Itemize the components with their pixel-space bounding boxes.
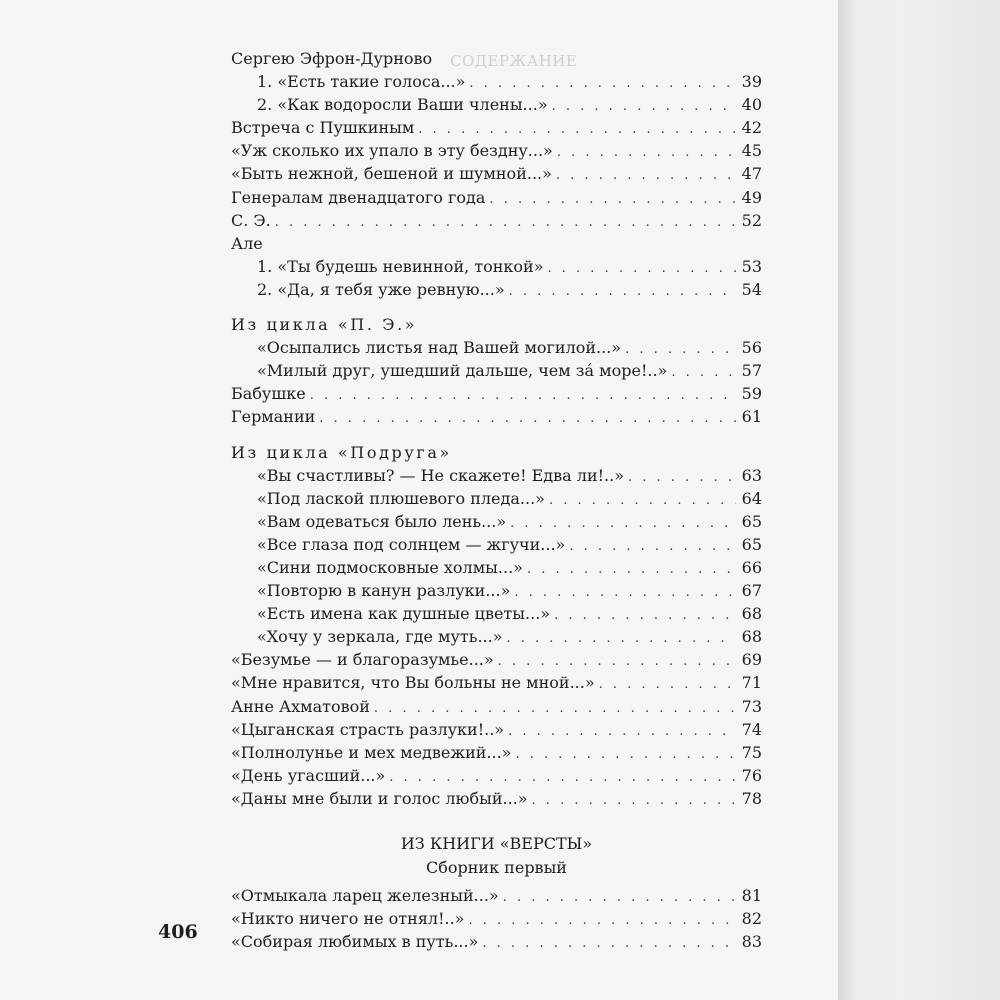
toc-entry-page: 69 xyxy=(741,650,762,670)
dot-leader xyxy=(509,280,736,301)
toc-entry xyxy=(231,625,762,648)
toc-entry xyxy=(231,359,762,382)
dot-leader xyxy=(532,789,736,810)
toc-entry-title: 1. «Ты будешь невинной, тонкой» xyxy=(257,256,544,276)
toc-entry xyxy=(231,162,762,185)
toc-entry-title: «Цыганская страсть разлуки!..» xyxy=(231,719,505,739)
toc-entry-page: 78 xyxy=(741,788,762,808)
dot-leader xyxy=(628,466,736,487)
dot-leader xyxy=(671,361,736,382)
section-heading: Але xyxy=(231,233,263,253)
toc-entry-title: «Собирая любимых в путь...» xyxy=(231,932,479,952)
toc-entry-page: 76 xyxy=(741,765,762,785)
toc-entry xyxy=(231,278,762,301)
toc-entry-title: «Сини подмосковные холмы...» xyxy=(257,557,523,577)
toc-entry-page: 81 xyxy=(741,886,762,905)
toc-entry-title: «Вы счастливы? — Не скажете! Едва ли!..» xyxy=(257,465,624,485)
toc-entry-title: С. Э. xyxy=(231,210,271,230)
dot-leader xyxy=(319,407,736,428)
toc-entry-title: «Мне нравится, что Вы больны не мной...» xyxy=(231,673,595,693)
toc-entry-page: 68 xyxy=(741,604,762,624)
toc-entry-page: 75 xyxy=(741,742,762,762)
toc-entry-title: «Есть имена как душные цветы...» xyxy=(257,604,551,624)
toc-entry-page: 67 xyxy=(741,581,762,601)
toc-entry-page: 54 xyxy=(741,279,762,299)
toc-entry xyxy=(231,907,762,930)
toc-entry xyxy=(231,382,762,405)
toc-entry xyxy=(231,579,762,602)
section-heading: Из цикла «П. Э.» xyxy=(231,315,418,335)
toc-entry-page: 83 xyxy=(741,932,762,952)
toc-entry-page: 74 xyxy=(741,719,762,739)
toc-entry xyxy=(231,405,762,428)
toc-entry-title: «День угасший...» xyxy=(231,765,386,785)
toc-entry-title: «Повторю в канун разлуки...» xyxy=(257,581,511,601)
dot-leader xyxy=(389,766,736,787)
toc-entry xyxy=(231,741,762,764)
toc-entry xyxy=(231,70,762,93)
dot-leader xyxy=(557,141,736,162)
toc-entry xyxy=(231,787,762,810)
toc-entry xyxy=(231,186,762,209)
toc-entry-title: 2. «Как водоросли Ваши члены...» xyxy=(257,95,548,115)
toc-entry-page: 68 xyxy=(741,627,762,647)
toc-entry-page: 66 xyxy=(741,557,762,577)
toc-entry xyxy=(231,139,762,162)
toc-entry-page: 40 xyxy=(741,95,762,115)
toc-entry-title: Анне Ахматовой xyxy=(231,696,370,716)
page-gutter xyxy=(838,0,1000,1000)
dot-leader xyxy=(374,697,736,718)
dot-leader xyxy=(498,650,736,671)
toc-entry xyxy=(231,671,762,694)
dot-leader xyxy=(625,338,736,359)
toc-entry xyxy=(231,602,762,625)
dot-leader xyxy=(556,164,736,185)
toc-entry-page: 73 xyxy=(741,696,762,716)
toc-entry xyxy=(231,648,762,671)
dot-leader xyxy=(468,909,736,930)
toc-entry xyxy=(231,255,762,278)
toc-entry-page: 71 xyxy=(741,673,762,693)
toc-entry xyxy=(231,510,762,533)
dot-leader xyxy=(514,581,736,602)
toc-entry xyxy=(231,487,762,510)
toc-entry-title: «Осыпались листья над Вашей могилой...» xyxy=(257,338,622,358)
dot-leader xyxy=(507,627,737,648)
dot-leader xyxy=(310,384,736,405)
toc-entry-page: 52 xyxy=(741,210,762,230)
toc-entry-title: «Безумье — и благоразумье...» xyxy=(231,650,494,670)
toc-entry-title: Германии xyxy=(231,407,316,427)
toc-entry xyxy=(231,336,762,359)
toc-entry-title: «Под лаской плюшевого пледа...» xyxy=(257,488,545,508)
toc-entry-title: «Уж сколько их упало в эту бездну...» xyxy=(231,141,553,161)
toc-entry-title: «Быть нежной, бешеной и шумной...» xyxy=(231,164,552,184)
toc-entry-title: Генералам двенадцатого года xyxy=(231,187,486,207)
toc-entry-title: 1. «Есть такие голоса...» xyxy=(257,72,466,92)
toc-entry-page: 61 xyxy=(741,407,762,427)
book-subtitle: Сборник первый xyxy=(426,858,567,877)
section-heading: Из цикла «Подруга» xyxy=(231,442,452,462)
toc-entry-page: 53 xyxy=(741,256,762,276)
toc-entry-page: 49 xyxy=(741,187,762,207)
page-number: 406 xyxy=(158,921,198,943)
toc-entry-title: «Никто ничего не отнял!..» xyxy=(231,909,465,929)
toc-entry-page: 65 xyxy=(741,534,762,554)
toc-entry xyxy=(231,209,762,232)
toc-entry-title: «Даны мне были и голос любый...» xyxy=(231,788,528,808)
toc-entry xyxy=(231,464,762,487)
dot-leader xyxy=(569,535,736,556)
toc-entry xyxy=(231,718,762,741)
toc-entry xyxy=(231,930,762,953)
toc-entry-title: «Милый друг, ушедший дальше, чем за́ море!..» xyxy=(257,361,668,381)
toc-entry-page: 47 xyxy=(741,164,762,184)
book-title: ИЗ КНИГИ «ВЕРСТЫ» xyxy=(400,834,593,853)
dot-leader xyxy=(489,188,736,209)
toc-entry-page: 63 xyxy=(741,465,762,485)
dot-leader xyxy=(599,673,736,694)
toc-entry-page: 45 xyxy=(741,141,762,161)
toc-entry-page: 57 xyxy=(741,361,762,381)
dot-leader xyxy=(482,932,736,953)
toc-entry xyxy=(231,764,762,787)
dot-leader xyxy=(508,720,736,741)
dot-leader xyxy=(418,118,736,139)
toc-entry-title: Встреча с Пушкиным xyxy=(231,118,415,138)
dot-leader xyxy=(503,886,736,907)
section-heading: Сергею Эфрон-Дурново xyxy=(231,49,433,68)
toc-entry-page: 65 xyxy=(741,511,762,531)
dot-leader xyxy=(527,558,736,579)
toc-entry-page: 82 xyxy=(741,909,762,929)
dot-leader xyxy=(510,512,736,533)
toc-entry-page: 39 xyxy=(741,72,762,92)
toc-entry-title: «Хочу у зеркала, где муть...» xyxy=(257,627,503,647)
dot-leader xyxy=(515,743,736,764)
toc-entry-title: «Все глаза под солнцем — жгучи...» xyxy=(257,534,566,554)
section-gap xyxy=(231,429,762,441)
dot-leader xyxy=(469,72,736,93)
table-of-contents xyxy=(231,47,762,953)
toc-entry xyxy=(231,533,762,556)
toc-entry xyxy=(231,116,762,139)
toc-entry-page: 56 xyxy=(741,338,762,358)
toc-entry-title: «Полнолунье и мех медвежий...» xyxy=(231,742,512,762)
toc-entry xyxy=(231,93,762,116)
toc-entry-page: 59 xyxy=(741,384,762,404)
toc-entry-page: 64 xyxy=(741,488,762,508)
toc-entry-title: «Вам одеваться было лень...» xyxy=(257,511,507,531)
dot-leader xyxy=(552,95,736,116)
bleed-through-heading: СОДЕРЖАНИЕ xyxy=(450,52,578,70)
toc-entry-title: «Отмыкала ларец железный...» xyxy=(231,886,499,905)
dot-leader xyxy=(549,489,736,510)
toc-entry xyxy=(231,556,762,579)
dot-leader xyxy=(275,211,736,232)
toc-entry-title: Бабушке xyxy=(231,384,306,404)
dot-leader xyxy=(548,257,736,278)
toc-entry-page: 42 xyxy=(741,118,762,138)
toc-entry xyxy=(231,695,762,718)
toc-entry-title: 2. «Да, я тебя уже ревную...» xyxy=(257,279,505,299)
toc-entry xyxy=(231,884,762,907)
section-gap xyxy=(231,301,762,313)
book-gap xyxy=(231,810,762,832)
dot-leader xyxy=(554,604,736,625)
